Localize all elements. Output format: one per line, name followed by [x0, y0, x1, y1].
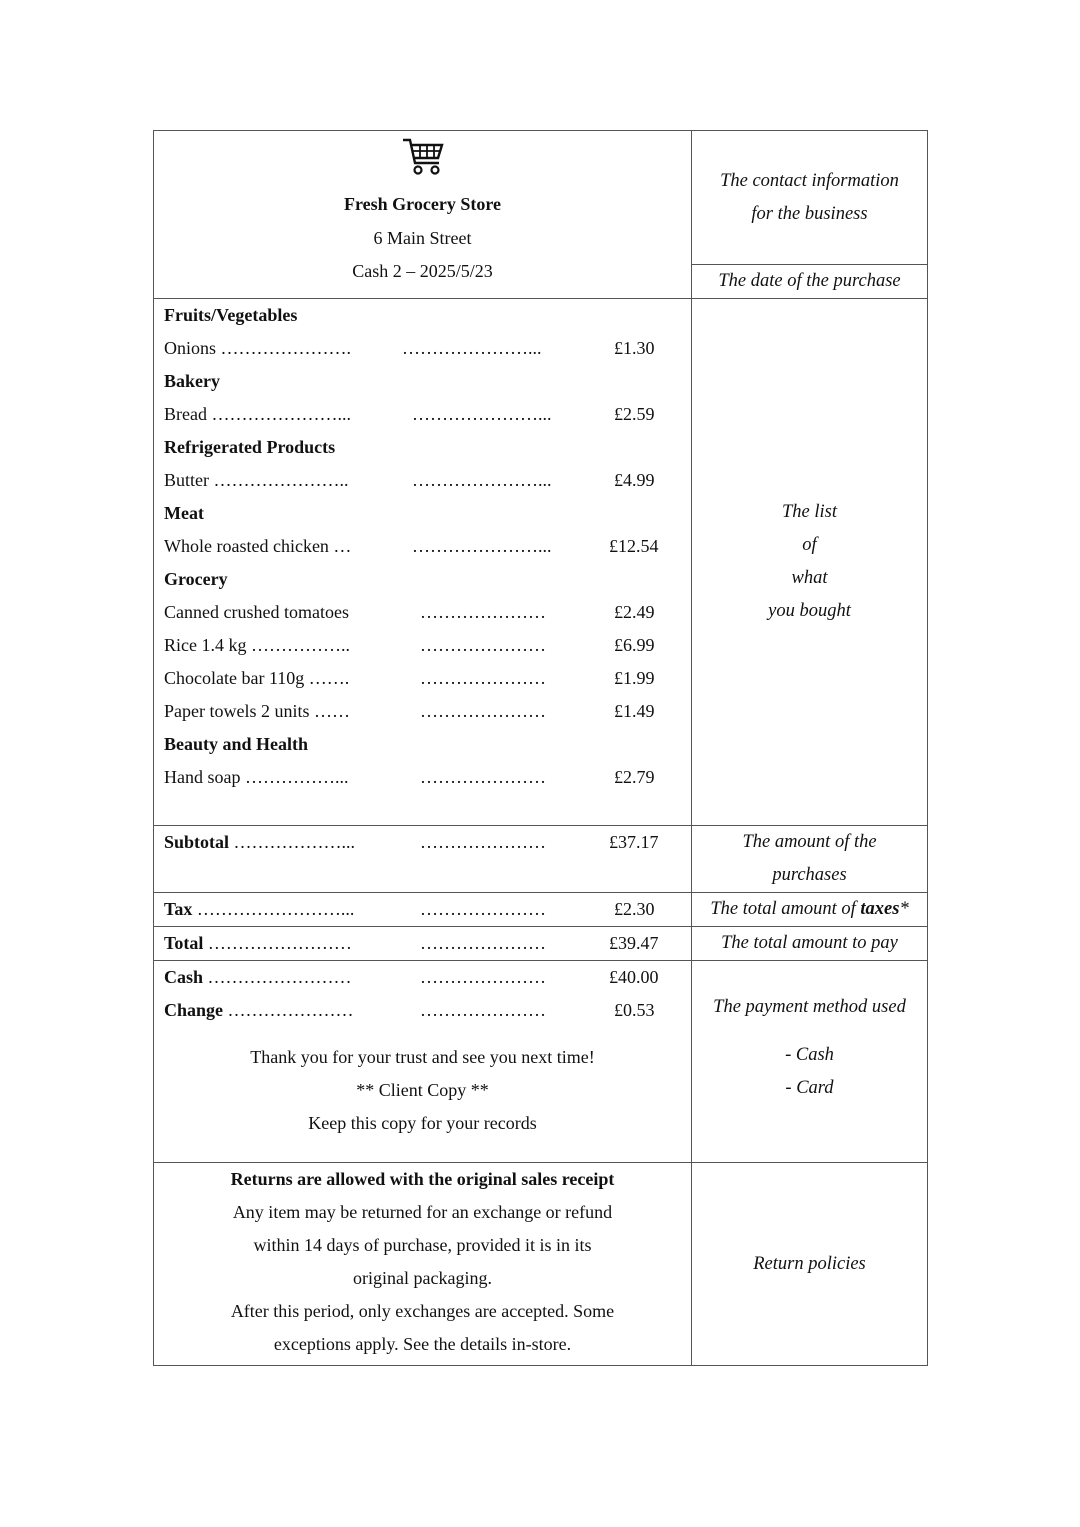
- returns-title: Returns are allowed with the original sales receipt: [230, 1169, 615, 1189]
- item-list: [154, 299, 692, 826]
- list-item: Rice 1.4 kg …………….. ………………… £6.99: [164, 635, 655, 655]
- annotation-returns: Return policies: [692, 1163, 928, 1366]
- list-item: Chocolate bar 110g ……. ………………… £1.99: [164, 668, 655, 688]
- annotation-list: The list of what you bought: [692, 299, 928, 826]
- store-address: 6 Main Street: [373, 227, 472, 248]
- total-row: Total …………………… ………………… £39.47: [154, 927, 692, 961]
- returns-policy: Returns are allowed with the original sales receipt Any item may be returned for an exchange or refund within 14 days of purchase, provided it is in its original packaging. After this period, only exchanges are accepted. Some exceptions apply. See the details in-store.: [154, 1163, 692, 1366]
- store-header: [154, 131, 692, 299]
- category-label: Fruits/Vegetables: [164, 305, 298, 325]
- receipt-table: [153, 130, 928, 1366]
- annotation-payment: The payment method used - Cash - Card: [692, 961, 928, 1163]
- list-item: Bread …………………... …………………... £2.59: [164, 404, 655, 424]
- annotation-amount: The amount of the purchases: [692, 826, 928, 893]
- category-label: Grocery: [164, 569, 228, 589]
- list-item: Butter ………………….. …………………... £4.99: [164, 470, 655, 490]
- store-name: Fresh Grocery Store: [344, 194, 501, 214]
- receipt-document: [153, 130, 927, 1365]
- thanks-message: Thank you for your trust and see you next time!: [250, 1047, 595, 1067]
- category-label: Refrigerated Products: [164, 437, 336, 457]
- category-label: Bakery: [164, 371, 220, 391]
- annotation-total: The total amount to pay: [692, 927, 928, 961]
- list-item: Paper towels 2 units …… ………………… £1.49: [164, 701, 655, 721]
- shopping-cart-icon: [401, 137, 445, 177]
- annotation-contact: The contact information for the business: [692, 131, 928, 265]
- keep-copy-note: Keep this copy for your records: [308, 1113, 537, 1133]
- client-copy-label: ** Client Copy **: [356, 1080, 489, 1100]
- annotation-date: The date of the purchase: [692, 265, 928, 299]
- list-item: Hand soap ……………... ………………… £2.79: [164, 767, 655, 787]
- list-item: Onions …………………. …………………... £1.30: [164, 338, 655, 358]
- register-date: Cash 2 – 2025/5/23: [352, 261, 493, 281]
- list-item: Whole roasted chicken … …………………... £12.54: [164, 536, 659, 556]
- category-label: Beauty and Health: [164, 734, 309, 754]
- list-item: Canned crushed tomatoes ………………… £2.49: [164, 602, 655, 622]
- category-label: Meat: [164, 503, 204, 523]
- subtotal-row: Subtotal ………………... ………………… £37.17: [154, 826, 692, 893]
- annotation-taxes: The total amount of taxes*: [692, 893, 928, 927]
- tax-row: Tax ……………………... ………………… £2.30: [154, 893, 692, 927]
- payment-section: Cash …………………… ………………… £40.00 Change ………………… ………………… £0.53 Thank you for your trust and see you next time! ** Client Copy ** Keep this copy for your records: [154, 961, 692, 1163]
